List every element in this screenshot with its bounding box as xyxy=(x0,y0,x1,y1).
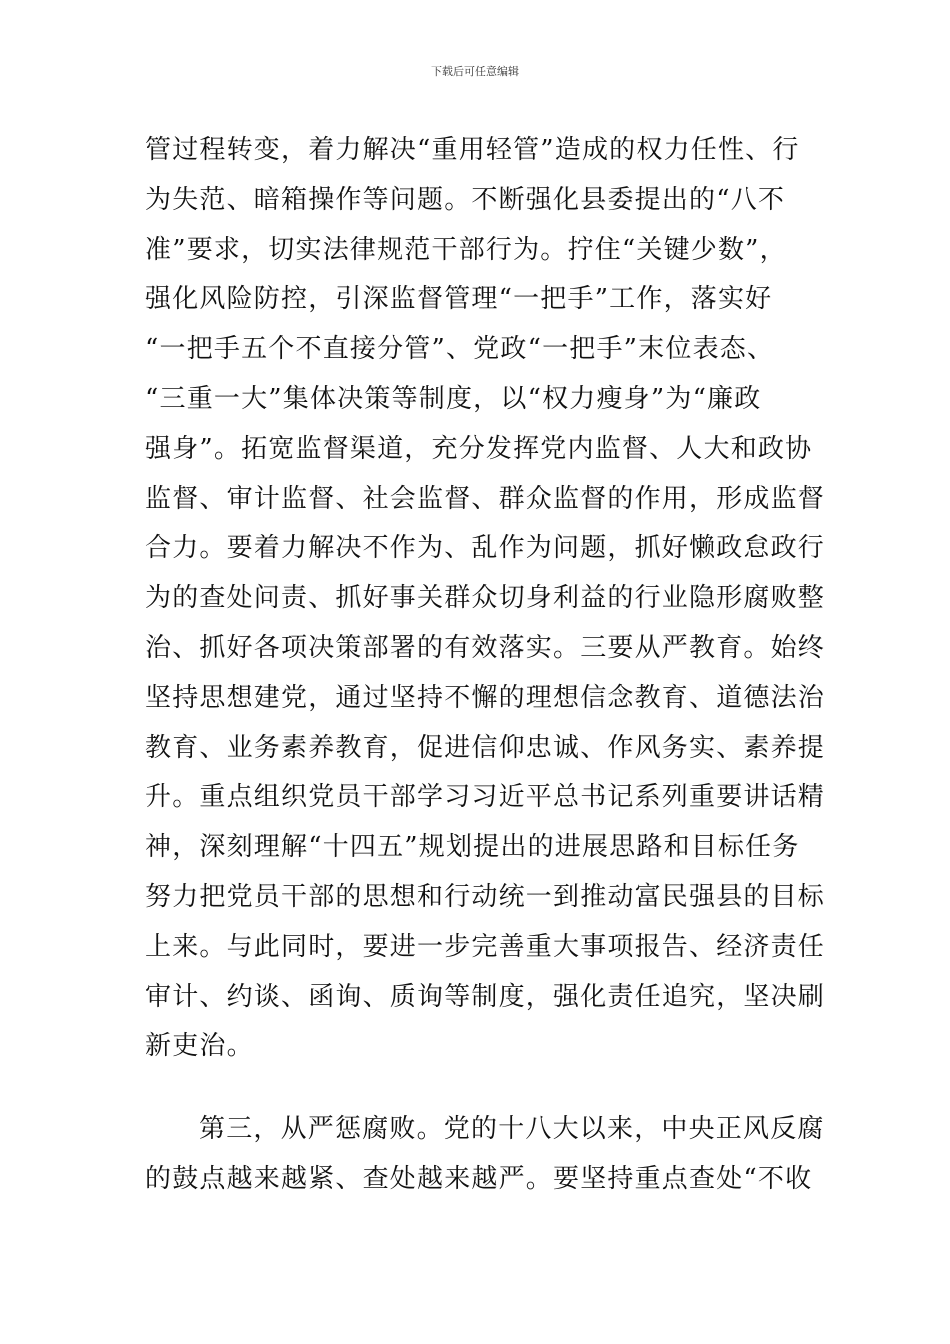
page-header-note: 下载后可任意编辑 xyxy=(431,65,519,78)
text-line: 第三，从严惩腐败。党的十八大以来，中央正风反腐 xyxy=(199,1114,825,1145)
text-line: 强身”。拓宽监督渠道，充分发挥党内监督、人大和政协 xyxy=(145,433,813,464)
text-line: 升。重点组织党员干部学习习近平总书记系列重要讲话精 xyxy=(145,782,826,813)
text-line: 准”要求，切实法律规范干部行为。拧住“关键少数”， xyxy=(145,234,787,265)
text-line: “三重一大”集体决策等制度，以“权力瘦身”为“廉政 xyxy=(145,383,762,414)
text-line: 治、抓好各项决策部署的有效落实。三要从严教育。始终 xyxy=(145,632,826,663)
text-line: 教育、业务素养教育，促进信仰忠诚、作风务实、素养提 xyxy=(145,732,826,763)
text-line: 合力。要着力解决不作为、乱作为问题，抓好懒政怠政行 xyxy=(145,533,826,564)
text-line: “一把手五个不直接分管”、党政“一把手”末位表态、 xyxy=(145,334,775,365)
text-line: 坚持思想建党，通过坚持不懈的理想信念教育、道德法治 xyxy=(145,682,826,713)
text-line: 强化风险防控，引深监督管理“一把手”工作，落实好 xyxy=(145,284,773,315)
text-line: 审计、约谈、函询、质询等制度，强化责任追究，坚决刷 xyxy=(145,981,826,1012)
text-line: 为失范、暗箱操作等问题。不断强化县委提出的“八不 xyxy=(145,184,786,215)
paragraph-1 xyxy=(145,126,826,1072)
text-line: 神，深刻理解“十四五”规划提出的进展思路和目标任务 xyxy=(145,832,800,863)
text-line: 新吏治。 xyxy=(145,1031,254,1062)
document-body xyxy=(145,126,826,1205)
text-line: 监督、审计监督、社会监督、群众监督的作用，形成监督 xyxy=(145,483,826,514)
text-line: 上来。与此同时，要进一步完善重大事项报告、经济责任 xyxy=(145,931,826,962)
text-line: 努力把党员干部的思想和行动统一到推动富民强县的目标 xyxy=(145,881,826,912)
text-line: 管过程转变，着力解决“重用轻管”造成的权力任性、行 xyxy=(145,135,800,165)
text-line: 的鼓点越来越紧、查处越来越严。要坚持重点查处“不收 xyxy=(145,1163,813,1194)
text-line: 为的查处问责、抓好事关群众切身利益的行业隐形腐败整 xyxy=(145,583,826,614)
paragraph-2 xyxy=(145,1105,825,1205)
